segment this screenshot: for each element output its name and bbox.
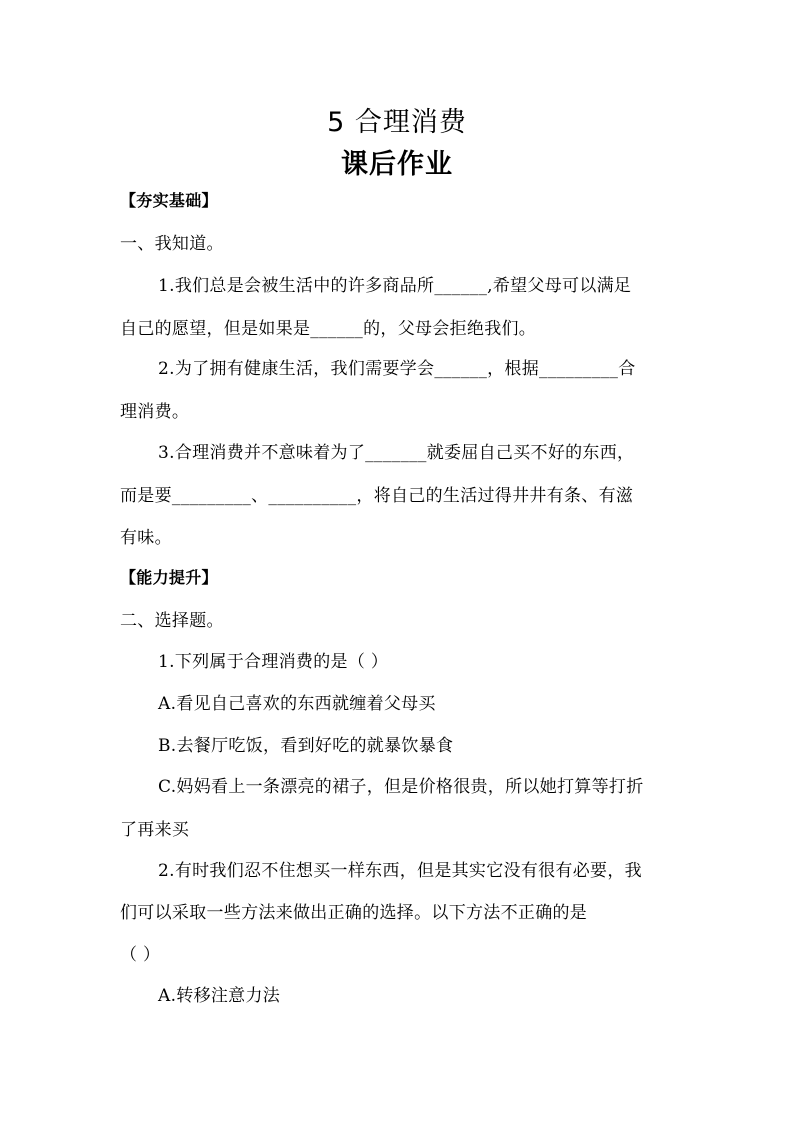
question-2-2-option-a: A.转移注意力法 [158, 986, 281, 1006]
question-1-3-line-3: 有味。 [120, 528, 172, 548]
question-2-1-option-c-line-1: C.妈妈看上一条漂亮的裙子，但是价格很贵，所以她打算等打折 [158, 777, 644, 797]
worksheet-title: 课后作业 [341, 149, 453, 180]
question-1-1-line-2: 自己的愿望，但是如果是______的，父母会拒绝我们。 [120, 319, 537, 339]
question-1-2-line-2: 理消费。 [120, 402, 190, 422]
lesson-title: 5 合理消费 [327, 107, 467, 138]
question-2-1-option-c-line-2: 了再来买 [120, 820, 190, 840]
section-heading-basics: 【夯实基础】 [120, 191, 218, 210]
question-1-3-line-1: 3.合理消费并不意味着为了_______就委屈自己买不好的东西， [158, 443, 635, 463]
question-2-2-line-1: 2.有时我们忍不住想买一样东西，但是其实它没有很有必要，我 [158, 861, 642, 881]
question-1-1-line-1: 1.我们总是会被生活中的许多商品所______,希望父母可以满足 [158, 276, 632, 296]
question-2-2-line-3: （ ） [120, 945, 161, 965]
question-2-1-option-b: B.去餐厅吃饭，看到好吃的就暴饮暴食 [158, 736, 454, 756]
part-two-heading: 二、选择题。 [120, 611, 224, 631]
question-2-2-line-2: 们可以采取一些方法来做出正确的选择。以下方法不正确的是 [120, 903, 588, 923]
question-1-3-line-2: 而是要_________、__________，将自己的生活过得井井有条、有滋 [120, 486, 634, 506]
question-2-1: 1.下列属于合理消费的是（ ） [158, 652, 389, 672]
section-heading-advanced: 【能力提升】 [120, 568, 218, 587]
question-2-1-option-a: A.看见自己喜欢的东西就缠着父母买 [158, 694, 436, 714]
part-one-heading: 一、我知道。 [120, 234, 224, 254]
question-1-2-line-1: 2.为了拥有健康生活，我们需要学会______，根据_________合 [158, 359, 636, 379]
